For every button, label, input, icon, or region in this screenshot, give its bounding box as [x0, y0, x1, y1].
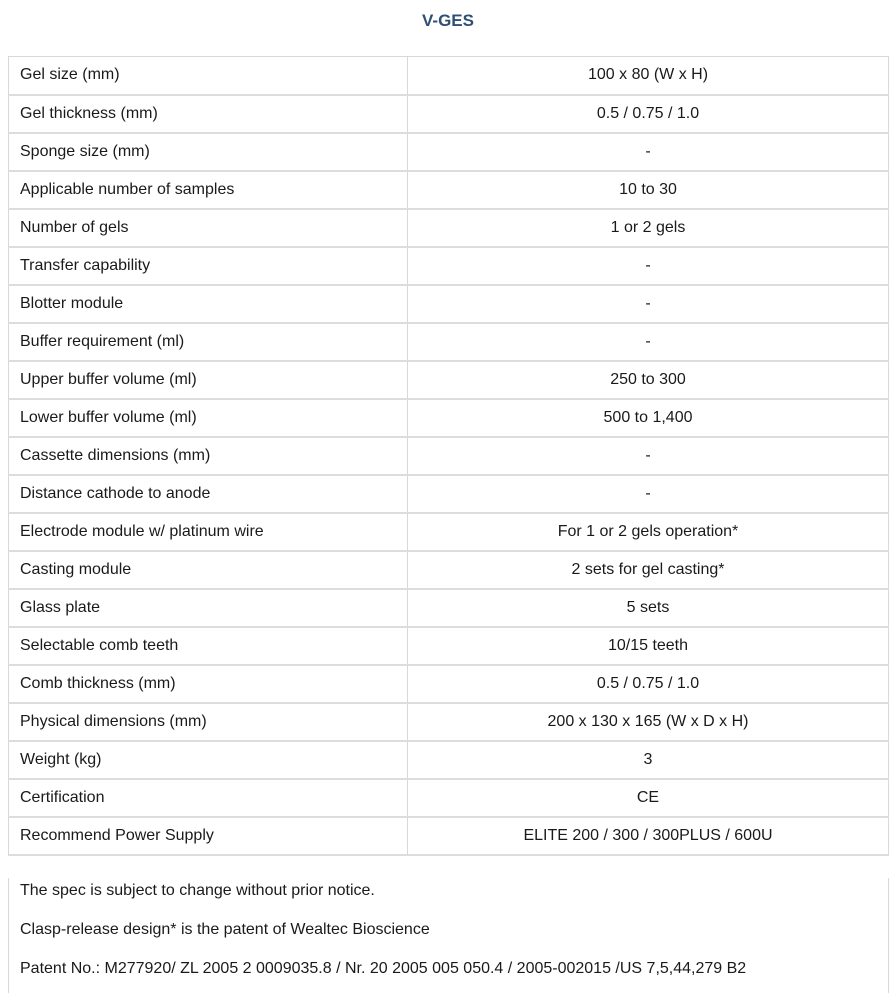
table-row [9, 399, 889, 437]
spec-table [8, 56, 889, 856]
spec-value: - [408, 323, 889, 361]
table-row [9, 171, 889, 209]
table-row [9, 437, 889, 475]
page-title: V-GES [422, 11, 474, 30]
table-row [9, 741, 889, 779]
table-row [9, 665, 889, 703]
spec-value: 10/15 teeth [408, 627, 889, 665]
spec-value: 0.5 / 0.75 / 1.0 [408, 95, 889, 133]
table-row [9, 209, 889, 247]
spec-notice-note: The spec is subject to change without prior notice. [20, 882, 375, 899]
table-row [9, 703, 889, 741]
spec-value: 1 or 2 gels [408, 209, 889, 247]
spec-label: Buffer requirement (ml) [9, 323, 408, 361]
table-row [9, 323, 889, 361]
spec-value: 200 x 130 x 165 (W x D x H) [408, 703, 889, 741]
spec-value: - [408, 475, 889, 513]
spec-value: 250 to 300 [408, 361, 889, 399]
spec-label: Number of gels [9, 209, 408, 247]
table-row [9, 247, 889, 285]
table-row [9, 817, 889, 855]
spec-label: Blotter module [9, 285, 408, 323]
table-row [9, 513, 889, 551]
spec-label: Gel size (mm) [9, 57, 408, 95]
spec-value: 5 sets [408, 589, 889, 627]
spec-label: Applicable number of samples [9, 171, 408, 209]
table-row [9, 779, 889, 817]
patent-design-note: Clasp-release design* is the patent of Wealtec Bioscience [20, 921, 430, 938]
spec-value: 2 sets for gel casting* [408, 551, 889, 589]
table-row [9, 95, 889, 133]
spec-label: Casting module [9, 551, 408, 589]
spec-value: ELITE 200 / 300 / 300PLUS / 600U [408, 817, 889, 855]
spec-label: Gel thickness (mm) [9, 95, 408, 133]
spec-label: Transfer capability [9, 247, 408, 285]
patent-number-note: Patent No.: M277920/ ZL 2005 2 0009035.8 / Nr. 20 2005 005 050.4 / 2005-002015 /US 7,5,44,279 B2 [20, 960, 747, 977]
spec-label: Cassette dimensions (mm) [9, 437, 408, 475]
spec-value: 500 to 1,400 [408, 399, 889, 437]
spec-label: Comb thickness (mm) [9, 665, 408, 703]
spec-label: Weight (kg) [9, 741, 408, 779]
spec-label: Distance cathode to anode [9, 475, 408, 513]
spec-label: Physical dimensions (mm) [9, 703, 408, 741]
spec-label: Glass plate [9, 589, 408, 627]
spec-label: Electrode module w/ platinum wire [9, 513, 408, 551]
spec-value: - [408, 133, 889, 171]
spec-label: Selectable comb teeth [9, 627, 408, 665]
spec-value: For 1 or 2 gels operation* [408, 513, 889, 551]
spec-value: 10 to 30 [408, 171, 889, 209]
spec-value: 100 x 80 (W x H) [408, 57, 889, 95]
spec-label: Upper buffer volume (ml) [9, 361, 408, 399]
table-row [9, 627, 889, 665]
spec-label: Recommend Power Supply [9, 817, 408, 855]
table-row [9, 551, 889, 589]
table-row [9, 475, 889, 513]
spec-label: Lower buffer volume (ml) [9, 399, 408, 437]
spec-label: Sponge size (mm) [9, 133, 408, 171]
spec-value: - [408, 247, 889, 285]
spec-value: - [408, 285, 889, 323]
table-row [9, 285, 889, 323]
spec-value: 3 [408, 741, 889, 779]
notes-section [8, 878, 889, 993]
table-row [9, 57, 889, 95]
table-row [9, 133, 889, 171]
table-row [9, 589, 889, 627]
spec-value: CE [408, 779, 889, 817]
spec-value: 0.5 / 0.75 / 1.0 [408, 665, 889, 703]
spec-value: - [408, 437, 889, 475]
table-row [9, 361, 889, 399]
spec-label: Certification [9, 779, 408, 817]
